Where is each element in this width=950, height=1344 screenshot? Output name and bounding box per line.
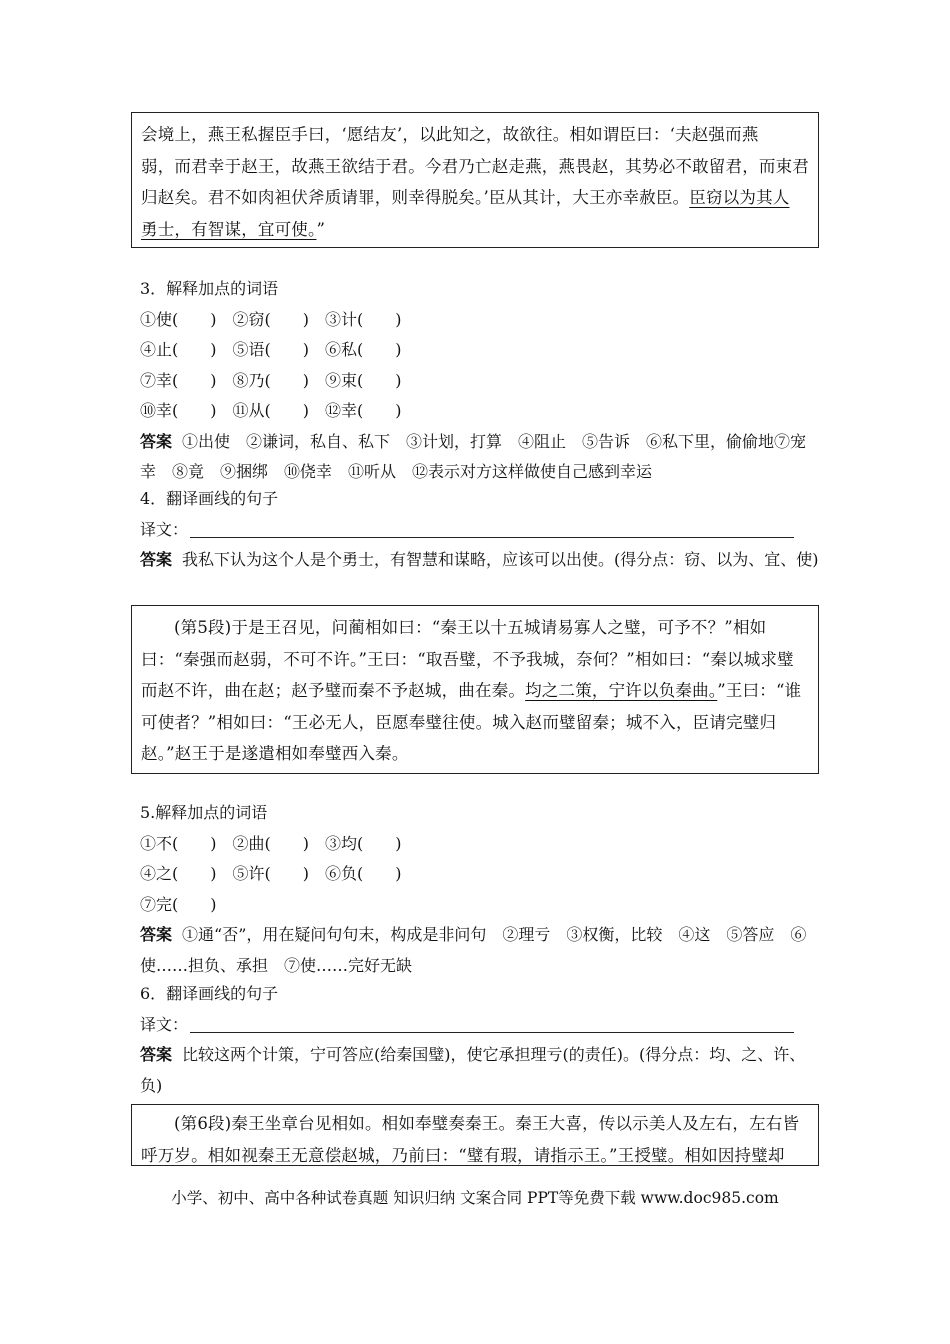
passage-2-text-b: ”王曰：“谁可使者？”相如曰：“王必无人，臣愿奉璧往使。城入赵而璧留秦；城不入，臣请完璧归赵。”赵王于是遂遣相如奉璧西入秦。 [141, 681, 802, 763]
passage-1-line-4 [141, 214, 809, 246]
answer-label: 答案 [140, 1045, 173, 1064]
question-3 [140, 274, 820, 488]
answer-label: 答案 [140, 431, 173, 451]
passage-box-1 [131, 112, 819, 248]
question-3-title: 3．解释加点的词语 [140, 279, 279, 298]
passage-1-line-2: 弱，而君幸于赵王，故燕王欲结于君。今君乃亡赵走燕，燕畏赵，其势必不敢留君，而束君 [141, 156, 809, 176]
passage-1-line-1: 会境上，燕王私握臣手曰，‘愿结友’，以此知之，故欲往。相如谓臣曰：‘夫赵强而燕 [141, 125, 759, 144]
question-6-answer [140, 1040, 820, 1101]
question-3-row-1: ①使( ) ②窃( ) ③计( ) [140, 309, 402, 329]
passage-1-underlined-sentence-part1: 臣窃以为其人 [689, 188, 790, 207]
question-5-answer-text: ①通“否”，用在疑问句句末，构成是非问句 ②理亏 ③权衡，比较 ④这 ⑤答应 ⑥使……担负、承担 ⑦使……完好无缺 [140, 925, 807, 975]
translation-label: 译文： [140, 519, 189, 539]
question-5-title: 5.解释加点的词语 [140, 803, 268, 822]
question-4-answer [140, 545, 820, 576]
question-4 [140, 484, 820, 576]
passage-1-line-3 [141, 182, 809, 214]
question-5 [140, 798, 820, 981]
question-6-title: 6．翻译画线的句子 [140, 984, 279, 1003]
passage-1-underlined-sentence-part2: 勇士，有智谋，宜可使。 [141, 219, 317, 239]
question-3-row-3: ⑦幸( ) ⑧乃( ) ⑨束( ) [140, 370, 402, 390]
passage-1-line-3-text: 归赵矣。君不如肉袒伏斧质请罪，则幸得脱矣。’臣从其计，大王亦幸赦臣。 [141, 188, 690, 207]
question-3-answer [140, 427, 820, 488]
translation-blank-line[interactable] [190, 1018, 794, 1033]
passage-box-2 [131, 605, 819, 774]
question-4-title: 4．翻译画线的句子 [140, 489, 279, 508]
answer-label: 答案 [140, 925, 173, 944]
question-6-translation-row [140, 1010, 820, 1041]
question-4-translation-row [140, 515, 820, 546]
question-5-row-2: ④之( ) ⑤许( ) ⑥负( ) [140, 864, 402, 883]
page-footer: 小学、初中、高中各种试卷真题 知识归纳 文案合同 PPT等免费下载 www.doc985.com [171, 1189, 779, 1207]
translation-label: 译文： [140, 1014, 189, 1034]
question-3-row-2: ④止( ) ⑤语( ) ⑥私( ) [140, 340, 402, 359]
question-4-answer-text: 我私下认为这个人是个勇士，有智慧和谋略，应该可以出使。(得分点：窃、以为、宜、使) [182, 550, 819, 569]
translation-blank-line[interactable] [190, 523, 794, 538]
passage-3-paragraph: (第6段)秦王坐章台见相如。相如奉璧奏秦王。秦王大喜，传以示美人及左右，左右皆呼万岁。相如视秦王无意偿赵城，乃前曰：“璧有瑕，请指示王。”王授璧。相如因持璧却 [141, 1114, 800, 1165]
question-6-answer-text: 比较这两个计策，宁可答应(给秦国璧)，使它承担理亏(的责任)。(得分点：均、之、许、负) [140, 1045, 806, 1095]
passage-2-paragraph [141, 612, 809, 770]
passage-1-closing-quote: ” [316, 219, 326, 239]
question-3-answer-text: ①出使 ②谦词，私自、私下 ③计划，打算 ④阻止 ⑤告诉 ⑥私下里，偷偷地⑦宠幸 ⑧竟 ⑨捆绑 ⑩侥幸 ⑪听从 ⑫表示对方这样做使自己感到幸运 [140, 431, 807, 481]
answer-label: 答案 [140, 550, 173, 569]
question-5-answer [140, 920, 820, 981]
passage-2-text-a: (第5段)于是王召见，问蔺相如曰：“秦王以十五城请易寡人之璧，可予不？”相如曰：“秦强而赵弱，不可不许。”王曰：“取吾璧，不予我城，奈何？”相如曰：“秦以城求璧而赵不许，曲在赵；赵予璧而秦不予赵城，曲在秦。 [141, 618, 794, 700]
question-5-row-1: ①不( ) ②曲( ) ③均( ) [140, 833, 402, 853]
passage-2-underlined-sentence: 均之二策，宁许以负秦曲。 [525, 681, 718, 700]
question-5-row-3: ⑦完( ) [140, 894, 217, 914]
question-6 [140, 979, 820, 1101]
question-3-row-4: ⑩幸( ) ⑪从( ) ⑫幸( ) [140, 401, 402, 420]
passage-box-3 [131, 1104, 819, 1166]
